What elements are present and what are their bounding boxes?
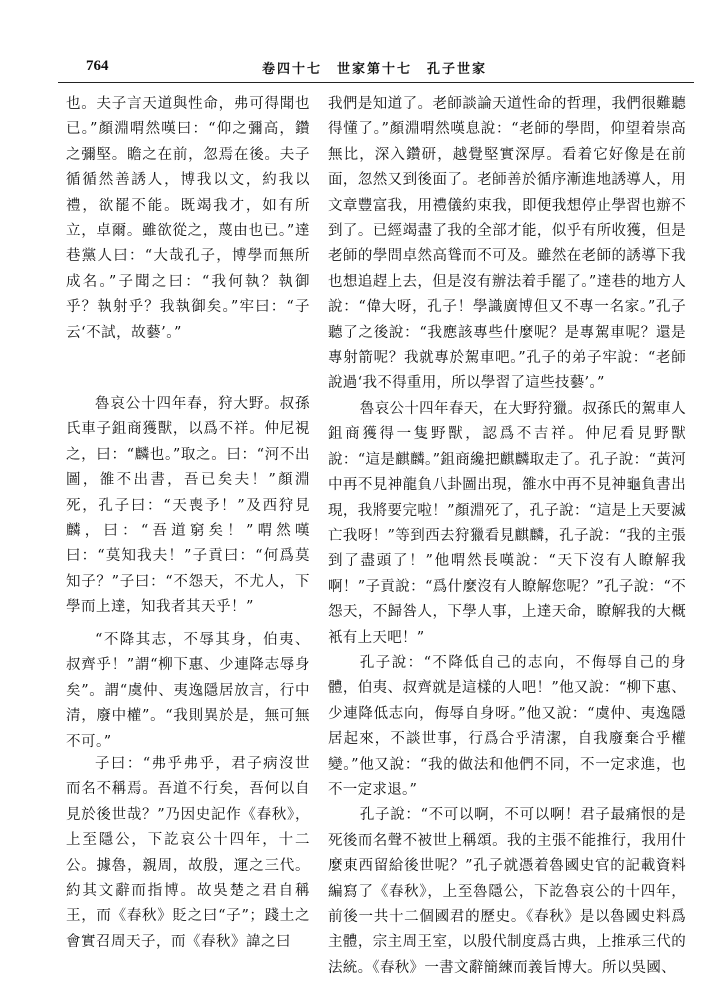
page-number: 764: [86, 58, 109, 74]
page-header: [58, 52, 694, 82]
running-head: 卷四十七 世家第十七 孔子世家: [262, 62, 488, 77]
original-paragraph-2: 魯哀公十四年春，狩大野。叔孫氏車子鉏商獲獸，以爲不祥。仲尼視之，曰：“麟也。”取之。曰：“河不出圖，雒不出書，吾已矣夫！”顏淵死，孔子曰：“天喪予！”及西狩見麟，曰：“吾道窮矣！”喟然嘆曰：“莫知我夫！”子貢曰：“何爲莫知子？”子曰：“不怨天，不尤人，下學而上達，知我者其天乎！”: [66, 396, 310, 616]
original-paragraph-1: 也。夫子言天道與性命，弗可得聞也已。”顏淵喟然嘆曰：“仰之彌高，鑽之彌堅。瞻之在前，忽焉在後。夫子循循然善誘人，博我以文，約我以禮，欲罷不能。既竭我才，如有所立，卓爾。雖欲從之，蔑由也已。”達巷黨人曰：“大哉孔子，博學而無所成名。”子聞之曰：“我何執？執御乎？執射乎？我執御矣。”牢曰：“子云‘不試，故藝’。”: [66, 96, 310, 341]
header-rule: [58, 82, 694, 83]
original-paragraph-3: “不降其志，不辱其身，伯夷、叔齊乎！”謂“柳下惠、少連降志辱身矣”。謂“虞仲、夷逸隱居放言，行中清，廢中權”。“我則異於是，無可無不可。”: [66, 632, 310, 750]
translation-text-column: [328, 92, 686, 981]
translation-paragraph-3: 孔子說：“不降低自己的志向，不侮辱自己的身體，伯夷、叔齊就是這樣的人吧！”他又說：“柳下惠、少連降低志向，侮辱自身呀。”他又說：“虞仲、夷逸隱居起來，不談世事，行爲合乎清潔，自我廢棄合乎權變。”他又說：“我的做法和他們不同，不一定求進，也不一定求退。”: [328, 654, 686, 798]
translation-paragraph-4: 孔子說：“不可以啊，不可以啊！君子最痛恨的是死後而名聲不被世上稱頌。我的主張不能推行，我用什麼東西留給後世呢？”孔子就憑着魯國史官的記載資料編寫了《春秋》，上至魯隱公，下訖魯哀公的十四年，前後一共十二個國君的歷史。《春秋》是以魯國史料爲主體，宗主周王室，以殷代制度爲古典，上推承三代的法統。《春秋》一書文辭簡練而義旨博大。所以吳國、: [328, 807, 686, 976]
translation-paragraph-1: 我們是知道了。老師談論天道性命的哲理，我們很難聽得懂了。”顏淵喟然嘆息說：“老師的學問，仰望着崇高無比，深入鑽研，越覺堅實深厚。看着它好像是在前面，忽然又到後面了。老師善於循序漸進地誘導人，用文章豐富我，用禮儀約束我，即便我想停止學習也辦不到了。已經竭盡了我的全部才能，似乎有所收獲，但是老師的學問卓然高聳而不可及。雖然在老師的誘導下我也想追趕上去，但是沒有辦法着手罷了。”達巷的地方人說：“偉大呀，孔子！學識廣博但又不專一名家。”孔子聽了之後說：“我應該專些什麼呢？是專駕車呢？還是專射箭呢？我就專於駕車吧。”孔子的弟子牢說：“老師說過‘我不得重用，所以學習了這些技藝’。”: [328, 96, 686, 392]
translation-paragraph-2: 魯哀公十四年春天，在大野狩獵。叔孫氏的駕車人鉏商獲得一隻野獸，認爲不吉祥。仲尼看見野獸說：“這是麒麟。”鉏商纔把麒麟取走了。孔子說：“黃河中再不見神龍負八卦圖出現，雒水中再不見神龜負書出現，我將要完啦！”顏淵死了，孔子說：“這是上天要滅亡我呀！”等到西去狩獵看見麒麟，孔子說：“我的主張到了盡頭了！”他喟然長嘆說：“天下沒有人瞭解我啊！”子貢說：“爲什麼沒有人瞭解您呢？”孔子說：“不怨天，不歸咎人，下學人事，上達天命，瞭解我的大概衹有上天吧！”: [328, 400, 686, 646]
original-paragraph-4: 子曰：“弗乎弗乎，君子病沒世而名不稱焉。吾道不行矣，吾何以自見於後世哉？”乃因史記作《春秋》，上至隱公，下訖哀公十四年，十二公。據魯，親周，故殷，運之三代。約其文辭而指博。故吳楚之君自稱王，而《春秋》貶之曰“子”；踐土之會實召周天子，而《春秋》諱之曰: [66, 756, 310, 950]
